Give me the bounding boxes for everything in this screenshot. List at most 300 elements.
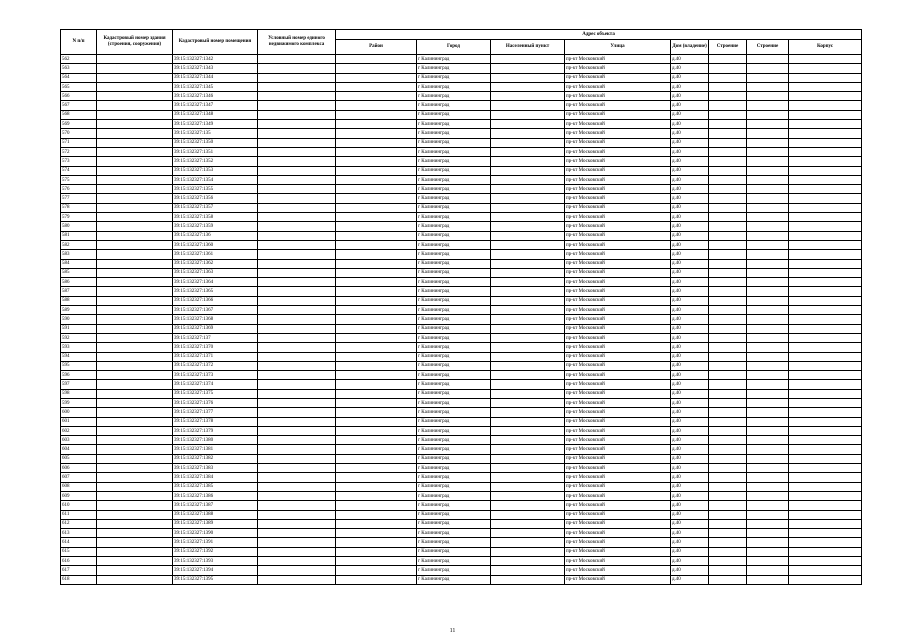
cell-complex-number bbox=[258, 194, 336, 203]
cell-korpus bbox=[709, 529, 747, 538]
cell-street: пр-кт Московский bbox=[565, 129, 671, 138]
table-row bbox=[61, 538, 862, 547]
header-complex-number: Условный номер единого недвижимого комплекса bbox=[258, 30, 336, 55]
cell-building-cadastral bbox=[97, 222, 173, 231]
cell-premise-cadastral: 39:15:132327:1344 bbox=[173, 73, 258, 82]
table-row bbox=[61, 250, 862, 259]
cell-street: пр-кт Московский bbox=[565, 343, 671, 352]
table-row bbox=[61, 445, 862, 454]
cell-district bbox=[336, 445, 417, 454]
cell-number: 616 bbox=[61, 557, 97, 566]
cell-building-cadastral bbox=[97, 426, 173, 435]
cell-city: г Калининград bbox=[417, 538, 491, 547]
cell-settlement bbox=[491, 203, 565, 212]
cell-building-cadastral bbox=[97, 547, 173, 556]
cell-street: пр-кт Московский bbox=[565, 147, 671, 156]
cell-number: 582 bbox=[61, 240, 97, 249]
cell-building-cadastral bbox=[97, 408, 173, 417]
cell-block bbox=[789, 259, 862, 268]
cell-complex-number bbox=[258, 445, 336, 454]
cell-building bbox=[747, 566, 789, 575]
cell-korpus bbox=[709, 82, 747, 91]
cell-korpus bbox=[709, 222, 747, 231]
table-row bbox=[61, 361, 862, 370]
cell-block bbox=[789, 73, 862, 82]
cell-block bbox=[789, 222, 862, 231]
cell-block bbox=[789, 566, 862, 575]
cell-settlement bbox=[491, 194, 565, 203]
cell-korpus bbox=[709, 194, 747, 203]
cell-city: г Калининград bbox=[417, 147, 491, 156]
cell-number: 566 bbox=[61, 92, 97, 101]
table-row bbox=[61, 352, 862, 361]
cell-house: д.40 bbox=[671, 287, 709, 296]
cell-building-cadastral bbox=[97, 306, 173, 315]
cell-settlement bbox=[491, 557, 565, 566]
cell-street: пр-кт Московский bbox=[565, 436, 671, 445]
cell-premise-cadastral: 39:15:132327:1393 bbox=[173, 557, 258, 566]
cell-complex-number bbox=[258, 259, 336, 268]
table-row bbox=[61, 147, 862, 156]
cell-house: д.40 bbox=[671, 361, 709, 370]
cell-premise-cadastral: 39:15:132327:1379 bbox=[173, 426, 258, 435]
cell-district bbox=[336, 491, 417, 500]
table-row bbox=[61, 519, 862, 528]
cell-house: д.40 bbox=[671, 213, 709, 222]
cell-district bbox=[336, 157, 417, 166]
cell-street: пр-кт Московский bbox=[565, 529, 671, 538]
cell-premise-cadastral: 39:15:132327:1374 bbox=[173, 380, 258, 389]
cell-street: пр-кт Московский bbox=[565, 473, 671, 482]
cell-premise-cadastral: 39:15:132327:1371 bbox=[173, 352, 258, 361]
cell-house: д.40 bbox=[671, 408, 709, 417]
cell-settlement bbox=[491, 101, 565, 110]
cell-settlement bbox=[491, 185, 565, 194]
cell-city: г Калининград bbox=[417, 417, 491, 426]
cell-block bbox=[789, 175, 862, 184]
cell-korpus bbox=[709, 361, 747, 370]
cell-premise-cadastral: 39:15:132327:1378 bbox=[173, 417, 258, 426]
cell-block bbox=[789, 519, 862, 528]
table-row bbox=[61, 185, 862, 194]
cell-korpus bbox=[709, 287, 747, 296]
cell-street: пр-кт Московский bbox=[565, 231, 671, 240]
cell-korpus bbox=[709, 231, 747, 240]
table-row bbox=[61, 482, 862, 491]
cell-settlement bbox=[491, 278, 565, 287]
cell-block bbox=[789, 445, 862, 454]
cell-number: 589 bbox=[61, 306, 97, 315]
cell-korpus bbox=[709, 101, 747, 110]
cell-complex-number bbox=[258, 371, 336, 380]
cell-settlement bbox=[491, 371, 565, 380]
cell-street: пр-кт Московский bbox=[565, 371, 671, 380]
cell-premise-cadastral: 39:15:132327:1373 bbox=[173, 371, 258, 380]
cell-number: 576 bbox=[61, 185, 97, 194]
cell-district bbox=[336, 166, 417, 175]
cell-city: г Калининград bbox=[417, 175, 491, 184]
cell-building bbox=[747, 101, 789, 110]
cell-complex-number bbox=[258, 110, 336, 119]
cell-number: 598 bbox=[61, 389, 97, 398]
cell-settlement bbox=[491, 324, 565, 333]
table-row bbox=[61, 371, 862, 380]
cell-house: д.40 bbox=[671, 82, 709, 91]
cell-building-cadastral bbox=[97, 101, 173, 110]
cell-building-cadastral bbox=[97, 92, 173, 101]
cell-block bbox=[789, 306, 862, 315]
cell-number: 590 bbox=[61, 315, 97, 324]
cell-premise-cadastral: 39:15:132327:1385 bbox=[173, 482, 258, 491]
header-street: Улица bbox=[565, 40, 671, 55]
cell-korpus bbox=[709, 557, 747, 566]
cell-building bbox=[747, 120, 789, 129]
cell-district bbox=[336, 101, 417, 110]
cell-block bbox=[789, 129, 862, 138]
cell-complex-number bbox=[258, 306, 336, 315]
cell-building bbox=[747, 547, 789, 556]
cell-building bbox=[747, 389, 789, 398]
cell-district bbox=[336, 464, 417, 473]
cell-district bbox=[336, 436, 417, 445]
cell-district bbox=[336, 120, 417, 129]
cell-premise-cadastral: 39:15:132327:1395 bbox=[173, 575, 258, 584]
cell-korpus bbox=[709, 352, 747, 361]
cell-korpus bbox=[709, 408, 747, 417]
table-row bbox=[61, 501, 862, 510]
cell-house: д.40 bbox=[671, 426, 709, 435]
cell-korpus bbox=[709, 436, 747, 445]
cell-premise-cadastral: 39:15:132327:1351 bbox=[173, 147, 258, 156]
cell-building-cadastral bbox=[97, 454, 173, 463]
cell-city: г Калининград bbox=[417, 129, 491, 138]
table-row bbox=[61, 315, 862, 324]
cell-complex-number bbox=[258, 92, 336, 101]
cell-street: пр-кт Московский bbox=[565, 408, 671, 417]
cell-building bbox=[747, 575, 789, 584]
cell-building bbox=[747, 129, 789, 138]
cell-building bbox=[747, 287, 789, 296]
cell-korpus bbox=[709, 398, 747, 407]
cell-street: пр-кт Московский bbox=[565, 426, 671, 435]
cell-settlement bbox=[491, 157, 565, 166]
cell-building bbox=[747, 361, 789, 370]
cell-district bbox=[336, 73, 417, 82]
cell-premise-cadastral: 39:15:132327:1342 bbox=[173, 55, 258, 64]
cell-building-cadastral bbox=[97, 361, 173, 370]
cell-number: 588 bbox=[61, 296, 97, 305]
cell-district bbox=[336, 268, 417, 277]
cell-city: г Калининград bbox=[417, 240, 491, 249]
cell-house: д.40 bbox=[671, 343, 709, 352]
cell-building bbox=[747, 482, 789, 491]
cell-house: д.40 bbox=[671, 389, 709, 398]
cell-street: пр-кт Московский bbox=[565, 557, 671, 566]
cell-settlement bbox=[491, 380, 565, 389]
cell-complex-number bbox=[258, 101, 336, 110]
cell-complex-number bbox=[258, 361, 336, 370]
cell-building-cadastral bbox=[97, 166, 173, 175]
cell-building bbox=[747, 157, 789, 166]
table-row bbox=[61, 454, 862, 463]
cell-city: г Калининград bbox=[417, 464, 491, 473]
cell-number: 573 bbox=[61, 157, 97, 166]
cell-district bbox=[336, 333, 417, 342]
cell-street: пр-кт Московский bbox=[565, 64, 671, 73]
cell-korpus bbox=[709, 157, 747, 166]
cell-korpus bbox=[709, 547, 747, 556]
cell-street: пр-кт Московский bbox=[565, 185, 671, 194]
cell-building bbox=[747, 110, 789, 119]
table-row bbox=[61, 566, 862, 575]
cell-house: д.40 bbox=[671, 547, 709, 556]
cell-district bbox=[336, 175, 417, 184]
header-settlement: Населенный пункт bbox=[491, 40, 565, 55]
cell-street: пр-кт Московский bbox=[565, 491, 671, 500]
cell-korpus bbox=[709, 445, 747, 454]
cell-korpus bbox=[709, 324, 747, 333]
cell-premise-cadastral: 39:15:132327:1357 bbox=[173, 203, 258, 212]
cell-complex-number bbox=[258, 426, 336, 435]
cell-number: 563 bbox=[61, 64, 97, 73]
table-row bbox=[61, 464, 862, 473]
cell-city: г Калининград bbox=[417, 454, 491, 463]
cell-block bbox=[789, 575, 862, 584]
cell-block bbox=[789, 426, 862, 435]
cell-premise-cadastral: 39:15:132327:1383 bbox=[173, 464, 258, 473]
cell-block bbox=[789, 120, 862, 129]
cell-block bbox=[789, 464, 862, 473]
cell-city: г Калининград bbox=[417, 278, 491, 287]
cell-city: г Калининград bbox=[417, 110, 491, 119]
cell-city: г Калининград bbox=[417, 138, 491, 147]
cell-district bbox=[336, 296, 417, 305]
cell-district bbox=[336, 185, 417, 194]
cell-building bbox=[747, 185, 789, 194]
cell-complex-number bbox=[258, 464, 336, 473]
cell-block bbox=[789, 64, 862, 73]
cell-korpus bbox=[709, 92, 747, 101]
cell-street: пр-кт Московский bbox=[565, 213, 671, 222]
cell-number: 612 bbox=[61, 519, 97, 528]
table-row bbox=[61, 166, 862, 175]
cell-settlement bbox=[491, 482, 565, 491]
cell-settlement bbox=[491, 296, 565, 305]
cell-premise-cadastral: 39:15:132327:1391 bbox=[173, 538, 258, 547]
cell-district bbox=[336, 538, 417, 547]
header-building: Строение bbox=[747, 40, 789, 55]
cell-block bbox=[789, 324, 862, 333]
cell-korpus bbox=[709, 315, 747, 324]
cell-settlement bbox=[491, 361, 565, 370]
cell-settlement bbox=[491, 129, 565, 138]
cell-block bbox=[789, 296, 862, 305]
cell-settlement bbox=[491, 398, 565, 407]
cell-korpus bbox=[709, 575, 747, 584]
cell-district bbox=[336, 352, 417, 361]
cell-house: д.40 bbox=[671, 138, 709, 147]
cell-settlement bbox=[491, 491, 565, 500]
cell-number: 595 bbox=[61, 361, 97, 370]
cell-block bbox=[789, 157, 862, 166]
cell-complex-number bbox=[258, 268, 336, 277]
cell-settlement bbox=[491, 92, 565, 101]
cell-premise-cadastral: 39:15:132327:1381 bbox=[173, 445, 258, 454]
cell-number: 569 bbox=[61, 120, 97, 129]
cell-settlement bbox=[491, 408, 565, 417]
cell-house: д.40 bbox=[671, 454, 709, 463]
cell-district bbox=[336, 129, 417, 138]
cell-district bbox=[336, 138, 417, 147]
cell-building-cadastral bbox=[97, 64, 173, 73]
cell-building bbox=[747, 464, 789, 473]
table-row bbox=[61, 510, 862, 519]
cell-block bbox=[789, 213, 862, 222]
cell-premise-cadastral: 39:15:132327:1352 bbox=[173, 157, 258, 166]
cell-settlement bbox=[491, 529, 565, 538]
cell-building bbox=[747, 268, 789, 277]
cell-complex-number bbox=[258, 250, 336, 259]
table-row bbox=[61, 138, 862, 147]
cell-settlement bbox=[491, 175, 565, 184]
cell-settlement bbox=[491, 213, 565, 222]
cell-complex-number bbox=[258, 352, 336, 361]
cell-street: пр-кт Московский bbox=[565, 92, 671, 101]
cell-number: 607 bbox=[61, 473, 97, 482]
cell-district bbox=[336, 222, 417, 231]
cell-number: 578 bbox=[61, 203, 97, 212]
cell-building bbox=[747, 426, 789, 435]
cell-house: д.40 bbox=[671, 464, 709, 473]
cell-block bbox=[789, 510, 862, 519]
cell-city: г Калининград bbox=[417, 185, 491, 194]
cell-block bbox=[789, 92, 862, 101]
cell-house: д.40 bbox=[671, 92, 709, 101]
cell-premise-cadastral: 39:15:132327:1369 bbox=[173, 324, 258, 333]
cell-number: 602 bbox=[61, 426, 97, 435]
table-row bbox=[61, 175, 862, 184]
cell-building-cadastral bbox=[97, 389, 173, 398]
cell-house: д.40 bbox=[671, 110, 709, 119]
cell-settlement bbox=[491, 454, 565, 463]
cell-city: г Калининград bbox=[417, 343, 491, 352]
cell-complex-number bbox=[258, 519, 336, 528]
cell-settlement bbox=[491, 445, 565, 454]
cell-house: д.40 bbox=[671, 194, 709, 203]
cell-house: д.40 bbox=[671, 157, 709, 166]
table-row bbox=[61, 575, 862, 584]
header-korpus: Строение bbox=[709, 40, 747, 55]
cell-building bbox=[747, 324, 789, 333]
cell-house: д.40 bbox=[671, 473, 709, 482]
cell-building bbox=[747, 557, 789, 566]
cell-premise-cadastral: 39:15:132327:135 bbox=[173, 129, 258, 138]
cell-city: г Калининград bbox=[417, 157, 491, 166]
cell-city: г Калининград bbox=[417, 203, 491, 212]
cell-district bbox=[336, 417, 417, 426]
cell-settlement bbox=[491, 519, 565, 528]
cell-building-cadastral bbox=[97, 380, 173, 389]
cell-complex-number bbox=[258, 157, 336, 166]
cell-building-cadastral bbox=[97, 464, 173, 473]
cell-number: 583 bbox=[61, 250, 97, 259]
cell-korpus bbox=[709, 138, 747, 147]
cell-street: пр-кт Московский bbox=[565, 55, 671, 64]
cell-premise-cadastral: 39:15:132327:1380 bbox=[173, 436, 258, 445]
table-body bbox=[61, 55, 862, 585]
cell-house: д.40 bbox=[671, 175, 709, 184]
cell-block bbox=[789, 371, 862, 380]
cell-number: 580 bbox=[61, 222, 97, 231]
cell-district bbox=[336, 213, 417, 222]
cell-building-cadastral bbox=[97, 157, 173, 166]
cell-district bbox=[336, 82, 417, 91]
cell-block bbox=[789, 101, 862, 110]
cell-complex-number bbox=[258, 278, 336, 287]
cell-complex-number bbox=[258, 482, 336, 491]
cell-settlement bbox=[491, 389, 565, 398]
cell-complex-number bbox=[258, 491, 336, 500]
cell-building-cadastral bbox=[97, 268, 173, 277]
cell-block bbox=[789, 333, 862, 342]
header-city: Город bbox=[417, 40, 491, 55]
cell-complex-number bbox=[258, 73, 336, 82]
cell-district bbox=[336, 231, 417, 240]
cell-house: д.40 bbox=[671, 259, 709, 268]
cell-house: д.40 bbox=[671, 268, 709, 277]
cell-district bbox=[336, 203, 417, 212]
cell-korpus bbox=[709, 482, 747, 491]
cell-district bbox=[336, 547, 417, 556]
cell-house: д.40 bbox=[671, 240, 709, 249]
cell-complex-number bbox=[258, 417, 336, 426]
cell-settlement bbox=[491, 575, 565, 584]
cell-number: 587 bbox=[61, 287, 97, 296]
table-row bbox=[61, 333, 862, 342]
cell-house: д.40 bbox=[671, 64, 709, 73]
cell-korpus bbox=[709, 64, 747, 73]
cell-korpus bbox=[709, 129, 747, 138]
cell-house: д.40 bbox=[671, 417, 709, 426]
cell-building bbox=[747, 343, 789, 352]
cell-premise-cadastral: 39:15:132327:1356 bbox=[173, 194, 258, 203]
cell-building-cadastral bbox=[97, 120, 173, 129]
cell-district bbox=[336, 343, 417, 352]
cell-complex-number bbox=[258, 138, 336, 147]
cell-house: д.40 bbox=[671, 166, 709, 175]
cell-premise-cadastral: 39:15:132327:136 bbox=[173, 231, 258, 240]
cell-block bbox=[789, 389, 862, 398]
cell-number: 608 bbox=[61, 482, 97, 491]
cell-settlement bbox=[491, 120, 565, 129]
cell-house: д.40 bbox=[671, 529, 709, 538]
cell-district bbox=[336, 306, 417, 315]
cell-number: 613 bbox=[61, 529, 97, 538]
cell-building bbox=[747, 175, 789, 184]
cell-korpus bbox=[709, 240, 747, 249]
cell-premise-cadastral: 39:15:132327:1346 bbox=[173, 92, 258, 101]
cell-building bbox=[747, 240, 789, 249]
cell-complex-number bbox=[258, 120, 336, 129]
cell-number: 615 bbox=[61, 547, 97, 556]
cell-street: пр-кт Московский bbox=[565, 259, 671, 268]
table-row bbox=[61, 296, 862, 305]
cell-complex-number bbox=[258, 296, 336, 305]
cell-building bbox=[747, 371, 789, 380]
cell-complex-number bbox=[258, 575, 336, 584]
cell-number: 596 bbox=[61, 371, 97, 380]
cell-street: пр-кт Московский bbox=[565, 110, 671, 119]
